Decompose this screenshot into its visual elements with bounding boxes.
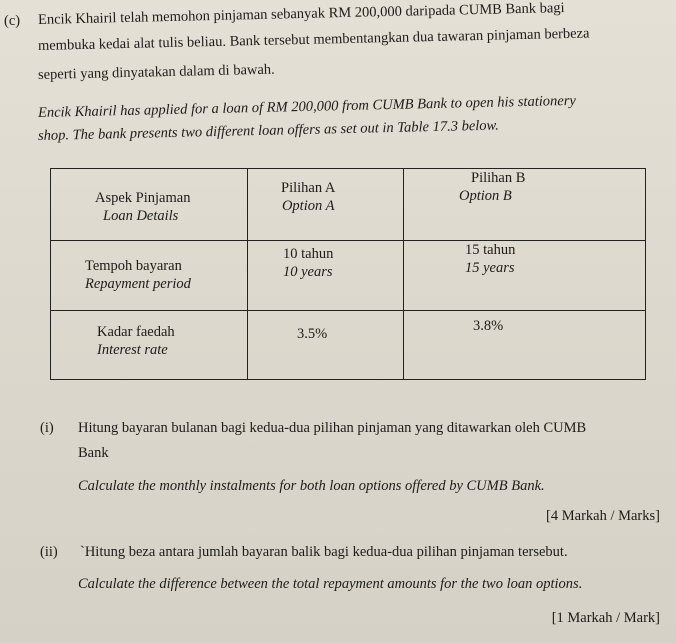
- table-row-repayment-period: [51, 241, 645, 311]
- intro-english-line-2: shop. The bank presents two different loan offers as set out in Table 17.3 below.: [37, 117, 499, 144]
- question-label: (c): [4, 13, 21, 29]
- part-i-label: (i): [40, 420, 54, 436]
- row-label-interest-rate: Kadar faedah Interest rate: [97, 324, 175, 358]
- header-option-b: Pilihan B Option B: [459, 170, 526, 204]
- intro-malay-line-3: seperti yang dinyatakan dalam di bawah.: [37, 61, 275, 83]
- header-option-a: Pilihan A Option A: [281, 180, 336, 214]
- table-header-row: [51, 169, 645, 241]
- part-ii-label: (ii): [40, 544, 58, 560]
- part-i-english: Calculate the monthly instalments for both loan options offered by CUMB Bank.: [78, 478, 545, 494]
- part-ii-english: Calculate the difference between the total repayment amounts for the two loan options.: [78, 576, 583, 592]
- part-ii-malay: `Hitung beza antara jumlah bayaran balik bagi kedua-dua pilihan pinjaman tersebut.: [80, 544, 568, 560]
- intro-malay-line-1: Encik Khairil telah memohon pinjaman sebanyak RM 200,000 daripada CUMB Bank bagi: [37, 0, 565, 28]
- part-i-malay-line-2: Bank: [78, 445, 109, 461]
- part-i-malay-line-1: Hitung bayaran bulanan bagi kedua-dua pilihan pinjaman yang ditawarkan oleh CUMB: [78, 420, 587, 436]
- part-ii-marks: [1 Markah / Mark]: [551, 610, 660, 626]
- option-a-repayment-period: 10 tahun 10 years: [283, 246, 334, 280]
- header-loan-details: Aspek Pinjaman Loan Details: [95, 190, 191, 224]
- table-row-interest-rate: [51, 311, 645, 379]
- intro-malay-line-2: membuka kedai alat tulis beliau. Bank tersebut membentangkan dua tawaran pinjaman berbeza: [37, 25, 590, 54]
- part-i-marks: [4 Markah / Marks]: [546, 508, 660, 524]
- option-a-interest-rate: 3.5%: [297, 326, 328, 342]
- row-label-repayment-period: Tempoh bayaran Repayment period: [85, 258, 191, 292]
- loan-options-table: [50, 168, 646, 380]
- intro-english-line-1: Encik Khairil has applied for a loan of RM 200,000 from CUMB Bank to open his stationery: [37, 92, 576, 121]
- option-b-repayment-period: 15 tahun 15 years: [465, 242, 516, 276]
- option-b-interest-rate: 3.8%: [473, 318, 504, 334]
